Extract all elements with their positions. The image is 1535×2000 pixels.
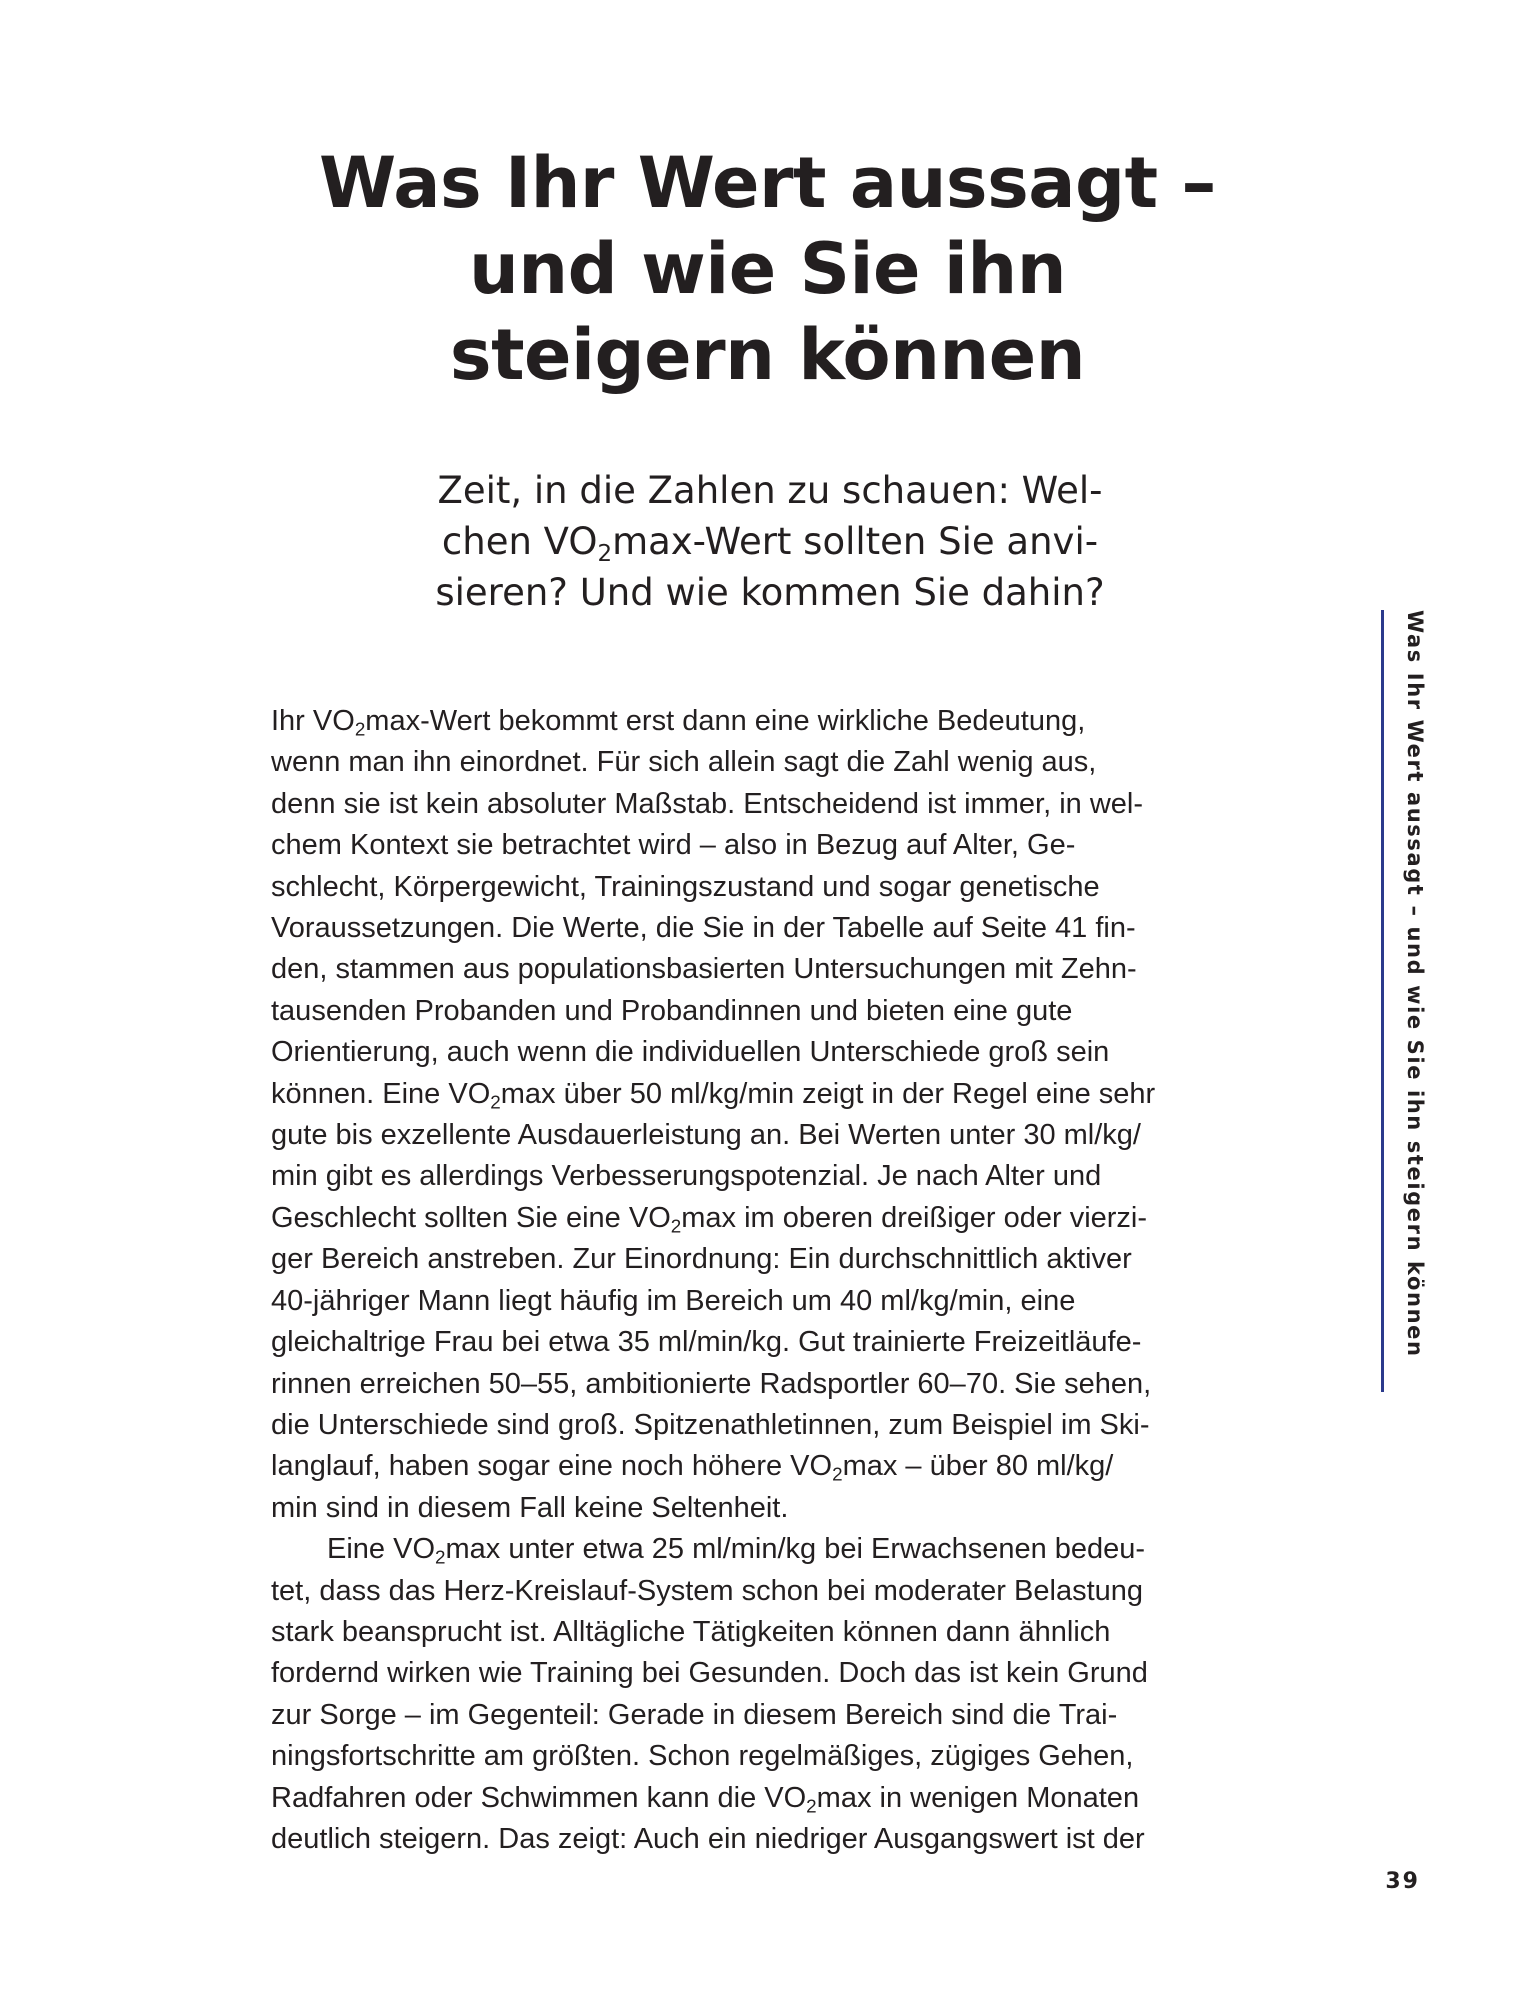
body-line	[271, 1446, 1271, 1487]
body-text-segment: können. Eine VO	[271, 1077, 491, 1110]
body-line: denn sie ist kein absoluter Maßstab. Entscheidend ist immer, in wel-	[271, 787, 1144, 820]
subscript: 2	[490, 1090, 501, 1112]
body-line: tausenden Probanden und Probandinnen und bieten eine gute	[271, 994, 1073, 1027]
body-text-segment: max unter etwa 25 ml/min/kg bei Erwachsenen bedeu-	[445, 1533, 1146, 1566]
subscript: 2	[435, 1546, 446, 1568]
intro-text: max-Wert sollten Sie anvi-	[612, 520, 1099, 563]
chapter-title-line-2: und wie Sie ihn	[468, 228, 1067, 310]
body-line: Orientierung, auch wenn die individuellen Unterschiede groß sein	[271, 1036, 1110, 1069]
chapter-title-line-3: steigern können	[449, 314, 1086, 396]
body-text	[271, 701, 1271, 1860]
intro-line-2	[400, 516, 1140, 567]
body-text-segment: Radfahren oder Schwimmen kann die VO	[271, 1781, 807, 1814]
intro-line-1: Zeit, in die Zahlen zu schauen: Wel-	[437, 469, 1103, 512]
page-number: 39	[1385, 1869, 1420, 1894]
body-line: rinnen erreichen 50–55, ambitionierte Radsportler 60–70. Sie sehen,	[271, 1367, 1152, 1400]
running-head-rule	[1381, 610, 1384, 1392]
subscript: 2	[670, 1215, 682, 1237]
chapter-title	[270, 140, 1265, 398]
running-head	[1381, 610, 1427, 1392]
body-line: gute bis exzellente Ausdauerleistung an. Bei Werten unter 30 ml/kg/	[271, 1119, 1141, 1152]
body-text-segment: langlauf, haben sogar eine noch höhere VO	[271, 1450, 833, 1483]
body-line: ger Bereich anstreben. Zur Einordnung: Ein durchschnittlich aktiver	[271, 1243, 1132, 1276]
body-line: zur Sorge – im Gegenteil: Gerade in diesem Bereich sind die Trai-	[271, 1698, 1118, 1731]
body-line: tet, dass das Herz-Kreislauf-System schon bei moderater Belastung	[271, 1574, 1144, 1607]
body-text-segment: max – über 80 ml/kg/	[842, 1450, 1114, 1483]
body-text-segment: Geschlecht sollten Sie eine VO	[271, 1201, 671, 1234]
body-line: die Unterschiede sind groß. Spitzenathletinnen, zum Beispiel im Ski-	[271, 1408, 1150, 1441]
chapter-title-line-1: Was Ihr Wert aussagt –	[319, 142, 1216, 224]
body-line	[271, 1778, 1271, 1819]
body-line: deutlich steigern. Das zeigt: Auch ein niedriger Ausgangswert ist der	[271, 1822, 1145, 1855]
body-text-segment: max in wenigen Monaten	[816, 1781, 1140, 1814]
intro-line-3: sieren? Und wie kommen Sie dahin?	[435, 571, 1105, 614]
subscript: 2	[832, 1463, 843, 1485]
body-line: min gibt es allerdings Verbesserungspotenzial. Je nach Alter und	[271, 1160, 1102, 1193]
body-line: fordernd wirken wie Training bei Gesunden. Doch das ist kein Grund	[271, 1657, 1148, 1690]
body-line	[271, 701, 1271, 742]
body-line	[271, 1529, 1271, 1570]
body-line: stark beansprucht ist. Alltägliche Tätigkeiten können dann ähnlich	[271, 1615, 1111, 1648]
subscript: 2	[354, 718, 366, 740]
body-line: den, stammen aus populationsbasierten Untersuchungen mit Zehn-	[271, 953, 1137, 986]
subscript: 2	[597, 540, 613, 567]
body-line	[271, 1198, 1271, 1239]
body-text-segment: max-Wert bekommt erst dann eine wirkliche Bedeutung,	[365, 705, 1086, 737]
chapter-intro	[400, 465, 1140, 618]
body-line: min sind in diesem Fall keine Seltenheit.	[271, 1491, 789, 1524]
body-line: ningsfortschritte am größten. Schon regelmäßiges, zügiges Gehen,	[271, 1740, 1134, 1773]
body-line: Voraussetzungen. Die Werte, die Sie in der Tabelle auf Seite 41 fin-	[271, 912, 1136, 945]
subscript: 2	[806, 1794, 817, 1816]
running-head-text: Was Ihr Wert aussagt – und wie Sie ihn steigern können	[1403, 610, 1427, 1358]
body-text-segment: Ihr VO	[271, 705, 355, 737]
body-text-segment: max über 50 ml/kg/min zeigt in der Regel eine sehr	[500, 1077, 1156, 1110]
intro-text: chen VO	[441, 520, 598, 563]
body-line: chem Kontext sie betrachtet wird – also in Bezug auf Alter, Ge-	[271, 829, 1076, 862]
body-line	[271, 1074, 1271, 1115]
body-text-segment: max im oberen dreißiger oder vierzi-	[681, 1201, 1148, 1234]
body-text-segment: Eine VO	[327, 1533, 435, 1566]
body-line: wenn man ihn einordnet. Für sich allein sagt die Zahl wenig aus,	[271, 746, 1097, 779]
body-line: gleichaltrige Frau bei etwa 35 ml/min/kg. Gut trainierte Freizeitläufe-	[271, 1326, 1142, 1359]
body-line: 40-jähriger Mann liegt häufig im Bereich um 40 ml/kg/min, eine	[271, 1284, 1076, 1317]
body-line: schlecht, Körpergewicht, Trainingszustand und sogar genetische	[271, 870, 1100, 903]
